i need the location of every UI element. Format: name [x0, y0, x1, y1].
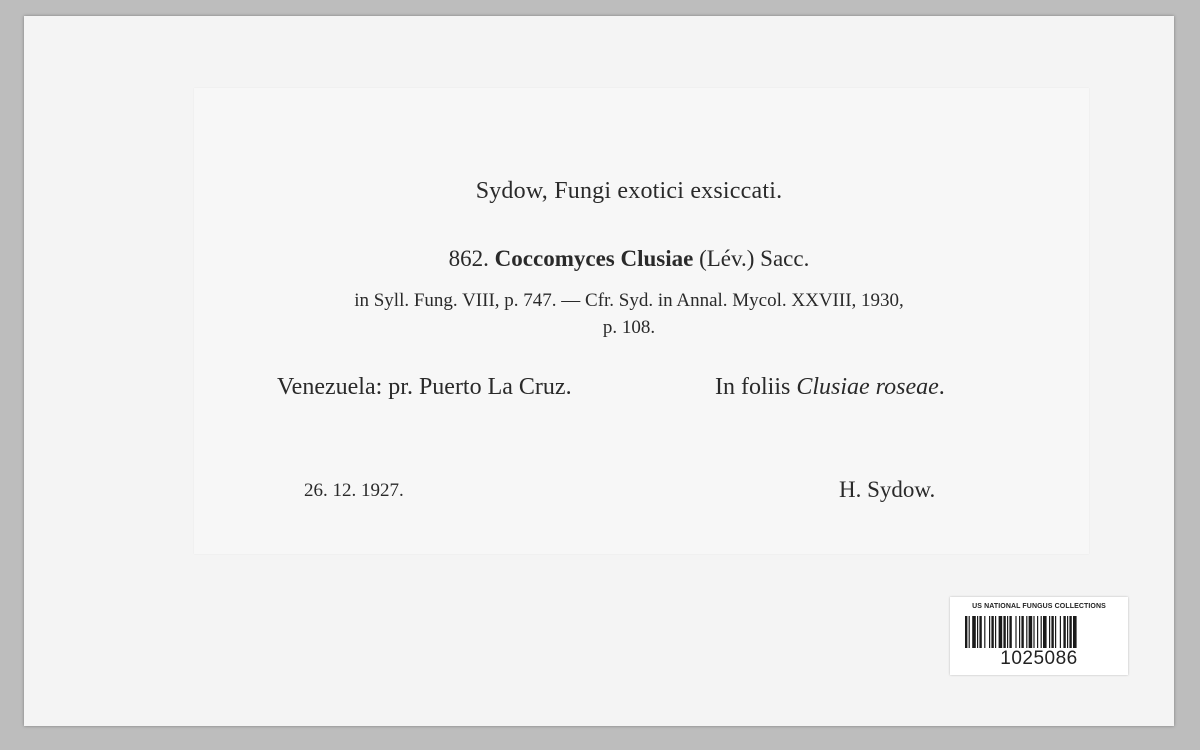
barcode-stripe — [1073, 616, 1077, 648]
barcode-stripe — [1021, 616, 1023, 648]
barcode-stripe — [1067, 616, 1068, 648]
species-epithet: Clusiae — [620, 246, 694, 271]
barcode-stripe — [972, 616, 976, 648]
citation-line-1: in Syll. Fung. VIII, p. 747. — Cfr. Syd. in Annal. Mycol. XXVIII, 1930, — [354, 290, 904, 311]
species-authority: (Lév.) Sacc. — [699, 246, 810, 271]
barcode-icon — [965, 616, 1113, 648]
barcode-stripe — [1060, 616, 1061, 648]
barcode-stripe — [999, 616, 1003, 648]
collector-name: H. Sydow. — [839, 477, 936, 502]
barcode-stripe — [1043, 616, 1047, 648]
genus-name: Coccomyces — [494, 246, 615, 271]
series-title: Sydow, Fungi exotici exsiccati. — [475, 178, 783, 204]
exsiccata-number: 862. — [448, 246, 489, 271]
barcode-stripe — [1026, 616, 1027, 648]
barcode-stripe — [989, 616, 990, 648]
barcode-stripe — [969, 616, 970, 648]
barcode-stripe — [1015, 616, 1016, 648]
host-name: Clusiae roseae — [796, 374, 939, 400]
collection-date: 26. 12. 1927. — [304, 480, 404, 501]
barcode-number: 1025086 — [1000, 648, 1078, 669]
barcode-stripe — [1049, 616, 1050, 648]
barcode-stripe — [979, 616, 981, 648]
barcode-stripe — [1041, 616, 1042, 648]
barcode-stripe — [1003, 616, 1005, 648]
substrate — [715, 374, 945, 401]
barcode-stripe — [1009, 616, 1011, 648]
specimen-label — [194, 88, 1089, 554]
barcode-stripe — [977, 616, 978, 648]
species-line — [194, 246, 1064, 272]
barcode-stripe — [1063, 616, 1065, 648]
barcode-stripe — [1069, 616, 1071, 648]
substrate-suffix: . — [938, 374, 945, 400]
citation-line-2: p. 108. — [602, 317, 656, 338]
barcode-stripe — [1019, 616, 1020, 648]
barcode-stripe — [1051, 616, 1053, 648]
substrate-prefix: In foliis — [715, 374, 791, 400]
barcode-stripe — [965, 616, 967, 648]
barcode-stripe — [1033, 616, 1034, 648]
barcode-stripe — [1007, 616, 1008, 648]
barcode-stripe — [984, 616, 985, 648]
barcode-stripe — [1055, 616, 1056, 648]
locality: Venezuela: pr. Puerto La Cruz. — [277, 374, 572, 400]
barcode-label — [950, 597, 1128, 675]
barcode-stripe — [1029, 616, 1033, 648]
barcode-stripe — [1037, 616, 1038, 648]
barcode-stripe — [995, 616, 996, 648]
barcode-stripe — [991, 616, 993, 648]
barcode-collection-title: US NATIONAL FUNGUS COLLECTIONS — [972, 603, 1106, 610]
